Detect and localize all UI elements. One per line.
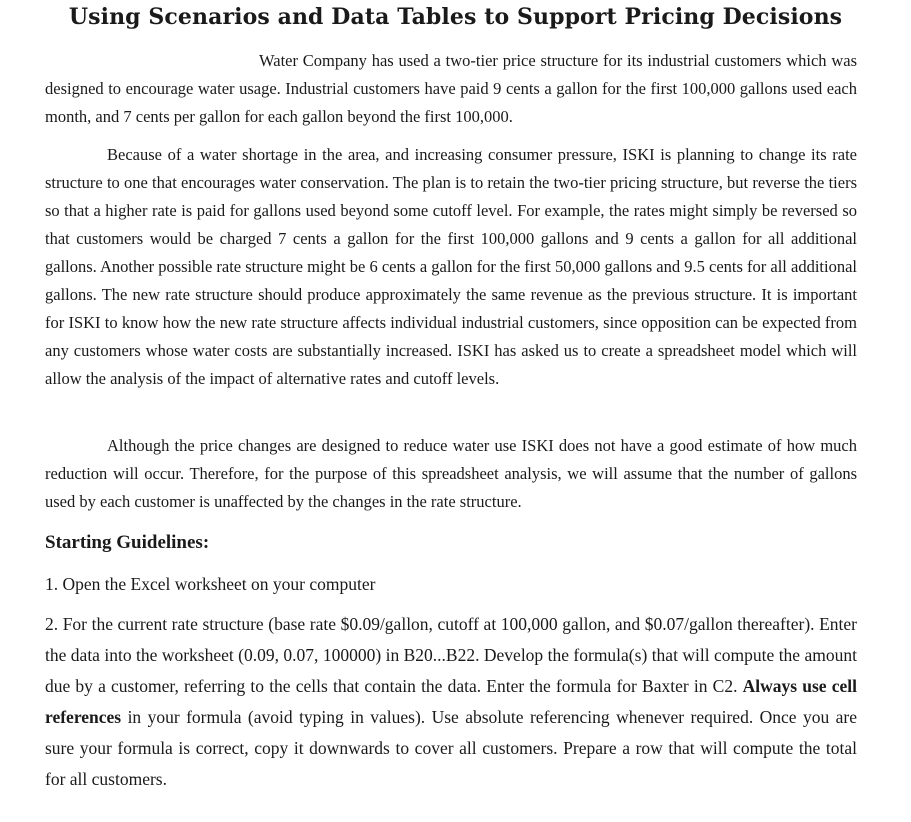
guideline-step-1: 1. Open the Excel worksheet on your computer	[45, 574, 376, 594]
intro-paragraph	[45, 47, 857, 131]
guideline-step-2	[45, 609, 857, 795]
guidelines-heading: Starting Guidelines:	[45, 532, 210, 553]
assumption-paragraph: Although the price changes are designed to reduce water use ISKI does not have a good estimate of how much reduction will occur. Therefore, for the purpose of this spreadsheet analysis, we will assume that the number of gallons used by each customer is unaffected by the changes in the rate structure.	[45, 436, 857, 511]
rate-change-paragraph: Because of a water shortage in the area, and increasing consumer pressure, ISKI is planning to change its rate structure to one that encourages water conservation. The plan is to retain the two-tier pricing structure, but reverse the tiers so that a higher rate is paid for gallons used beyond some cutoff level. For example, the rates might simply be reversed so that customers would be charged 7 cents a gallon for the first 100,000 gallons and 9 cents a gallon for all additional gallons. Another possible rate structure might be 6 cents a gallon for the first 50,000 gallons and 9.5 cents for all additional gallons. The new rate structure should produce approximately the same revenue as the previous structure. It is important for ISKI to know how the new rate structure affects individual industrial customers, since opposition can be expected from any customers whose water costs are substantially increased. ISKI has asked us to create a spreadsheet model which will allow the analysis of the impact of alternative rates and cutoff levels.	[45, 145, 857, 388]
intro-paragraph-text: Water Company has used a two-tier price structure for its industrial customers which was designed to encourage water usage. Industrial customers have paid 9 cents a gallon for the first 100,000 gallons used each month, and 7 cents per gallon for each gallon beyond the first 100,000.	[45, 51, 857, 126]
page-title: Using Scenarios and Data Tables to Support Pricing Decisions	[68, 4, 843, 30]
guideline-step-2-emphasis: Always use cell references	[45, 676, 857, 727]
guideline-step-2-text-a: 2. For the current rate structure (base rate $0.09/gallon, cutoff at 100,000 gallon, and $0.07/gallon thereafter). Enter the data into the worksheet (0.09, 0.07, 100000) in B20...B22. Develop the formula(s) that will compute the amount due by a customer, referring to the cells that contain the data. Enter the formula for Baxter in C2.	[45, 614, 857, 696]
guideline-step-2-text-b: in your formula (avoid typing in values). Use absolute referencing whenever required. Once you are sure your formula is correct, copy it downwards to cover all customers. Prepare a row that will compute the total for all customers.	[45, 707, 858, 789]
